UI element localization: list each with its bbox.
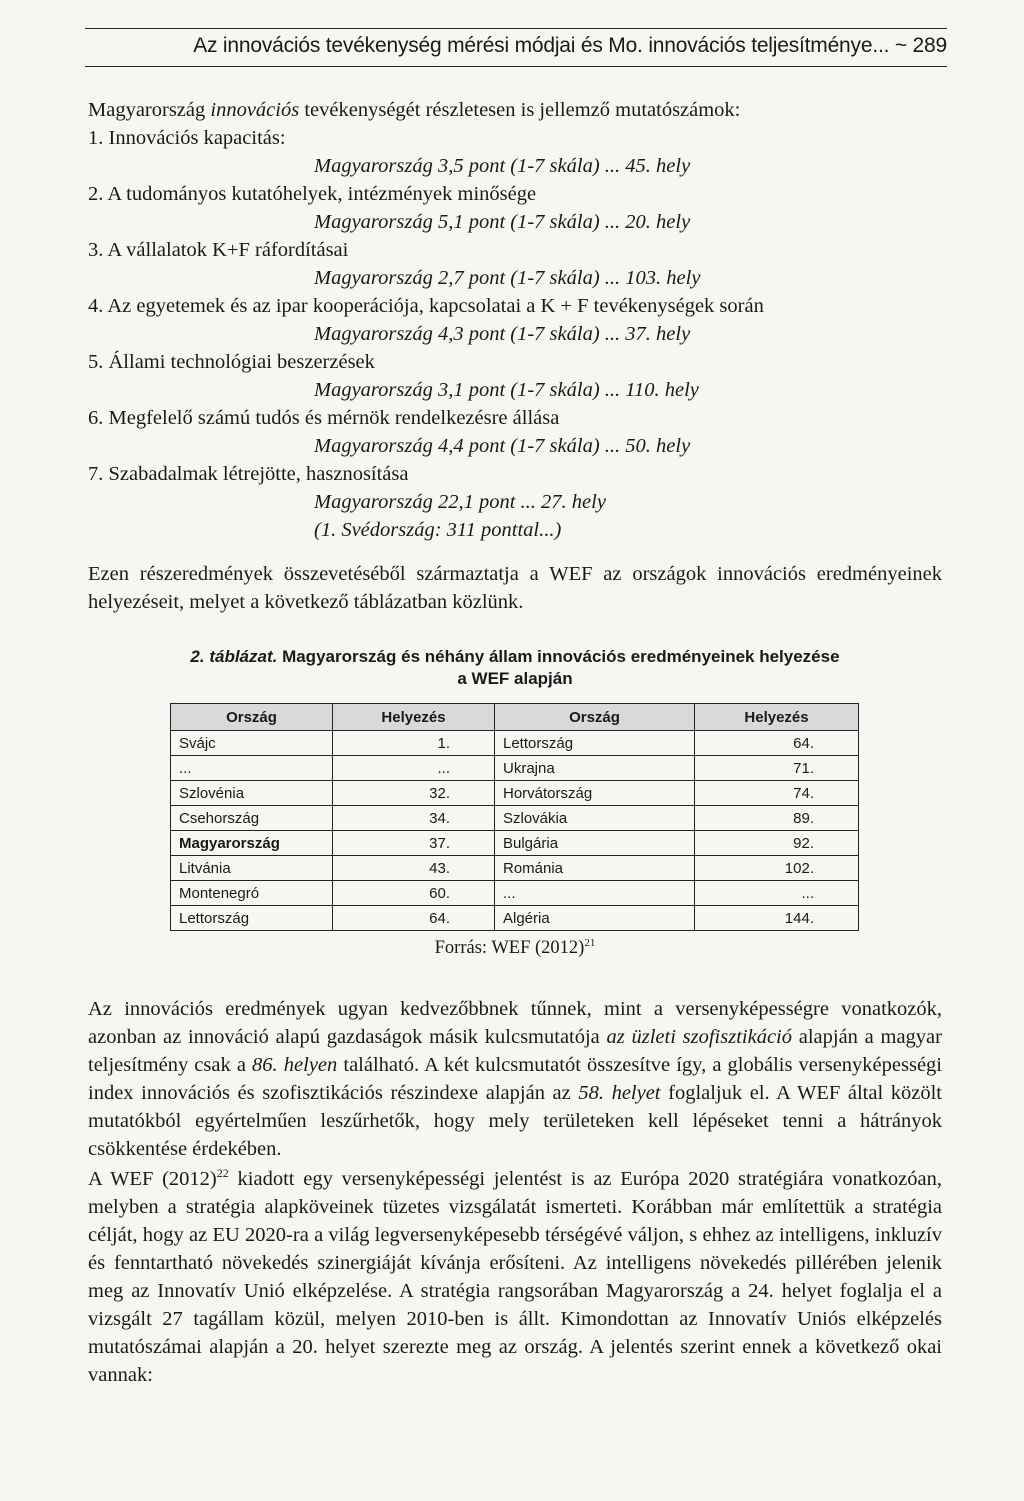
table-row — [171, 881, 859, 906]
rank-cell: 34. — [333, 806, 495, 831]
table-row — [171, 906, 859, 931]
page-body — [88, 96, 942, 1389]
rank-cell: 1. — [333, 731, 495, 756]
running-title: Az innovációs tevékenység mérési módjai és Mo. innovációs teljesítménye... ~ 289 — [193, 34, 947, 57]
table-source — [88, 937, 942, 959]
indicator-note: (1. Svédország: 311 ponttal...) — [314, 519, 562, 541]
country-cell: Lettország — [171, 906, 333, 931]
country-cell: Románia — [495, 856, 695, 881]
country-cell: Lettország — [495, 731, 695, 756]
para2-text-2: alapján a magyar teljesítmény csak a — [88, 1026, 942, 1077]
table-caption-line2: a WEF alapján — [457, 669, 573, 688]
para2-italic-2: 86. helyen — [252, 1054, 338, 1077]
indicator-label: 7. Szabadalmak létrejötte, hasznosítása — [88, 463, 409, 485]
country-cell: Horvátország — [495, 781, 695, 806]
intro-after: tevékenységét részletesen is jellemző mutatószámok: — [299, 99, 741, 121]
rank-cell: 89. — [695, 806, 859, 831]
indicator-value: Magyarország 2,7 pont (1-7 skála) ... 103. hely — [314, 267, 701, 289]
indicator-value: Magyarország 4,3 pont (1-7 skála) ... 37. hely — [314, 323, 691, 345]
header-top-rule — [85, 28, 947, 29]
paragraph-sophistication — [88, 995, 942, 1163]
para2-text-1: Az innovációs eredmények ugyan kedvezőbbnek tűnnek, mint a versenyképességre vonatkozók, azonban az innováció alapú gazdaságok másik kulcsmutatója — [88, 998, 942, 1049]
rank-cell: 37. — [333, 831, 495, 856]
rank-cell: 74. — [695, 781, 859, 806]
paragraph-table-intro: Ezen részeredmények összevetéséből származtatja a WEF az országok innovációs eredményeinek helyezéseit, melyet a következő táblázatban közlünk. — [88, 563, 942, 613]
table-row — [171, 731, 859, 756]
rank-cell: ... — [695, 881, 859, 906]
para2-italic-1: az üzleti szofisztikáció — [606, 1026, 792, 1049]
para2-italic-3: 58. helyet — [578, 1082, 661, 1105]
para2-text-3: található. A két kulcsmutatót összesítve így, a globális versenyképességi index innovációs és szofisztikációs részindexe alapján az — [88, 1054, 942, 1105]
column-header: Helyezés — [333, 704, 495, 731]
running-header — [85, 28, 947, 68]
table-row — [171, 781, 859, 806]
rank-cell: 64. — [695, 731, 859, 756]
indicator-value: Magyarország 4,4 pont (1-7 skála) ... 50. hely — [314, 435, 691, 457]
indicator-value: Magyarország 3,5 pont (1-7 skála) ... 45. hely — [314, 155, 691, 177]
country-cell: ... — [495, 881, 695, 906]
rank-cell: 64. — [333, 906, 495, 931]
table-row — [171, 756, 859, 781]
column-header: Ország — [171, 704, 333, 731]
indicator-list — [88, 124, 942, 544]
rank-cell: 92. — [695, 831, 859, 856]
country-cell: ... — [171, 756, 333, 781]
indicator-label: 1. Innovációs kapacitás: — [88, 127, 286, 149]
table-caption-line1: Magyarország és néhány állam innovációs eredményeinek helyezése — [277, 647, 840, 666]
para3-text-2: kiadott egy versenyképességi jelentést is az Európa 2020 stratégiára vonatkozóan, melyben a stratégia alapköveinek tüzetes vizsgálatát ismerteti. Korábban már említettük a stratégia célját, hogy az EU 2020-ra a világ legversenyképesebb térségévé váljon, s ehhez az intelligens, inkluzív és fenntartható növekedés szinergiáját kívánja erősíteni. Az intelligens növekedés pillérében jelenik meg az Innovatív Unió elképzelése. A stratégia rangsorában Magyarország a 24. helyet foglalja el a vizsgált 27 tagállam közül, melyen 2010-ben is állt. Kimondottan az Innovatív Uniós elképzelés mutatószámai alapján a 20. helyet szerezte meg az ország. A jelentés szerint ennek a következő okai vannak: — [88, 1168, 942, 1387]
indicator-label: 4. Az egyetemek és az ipar kooperációja, kapcsolatai a K + F tevékenységek során — [88, 295, 764, 317]
country-cell: Ukrajna — [495, 756, 695, 781]
table-header-row — [171, 704, 859, 731]
rank-cell: ... — [333, 756, 495, 781]
para3-footnote: 22 — [216, 1166, 229, 1181]
country-cell: Bulgária — [495, 831, 695, 856]
header-bottom-rule — [85, 66, 947, 67]
table-row — [171, 806, 859, 831]
indicator-label: 3. A vállalatok K+F ráfordításai — [88, 239, 349, 261]
country-cell-highlight: Magyarország — [171, 831, 333, 856]
indicator-value: Magyarország 3,1 pont (1-7 skála) ... 110. hely — [314, 379, 699, 401]
rank-cell: 71. — [695, 756, 859, 781]
intro-sentence — [88, 96, 942, 124]
country-cell: Montenegró — [171, 881, 333, 906]
country-cell: Litvánia — [171, 856, 333, 881]
country-cell: Algéria — [495, 906, 695, 931]
rank-cell: 32. — [333, 781, 495, 806]
rank-cell: 102. — [695, 856, 859, 881]
column-header: Helyezés — [695, 704, 859, 731]
rank-cell: 60. — [333, 881, 495, 906]
table-row-highlight — [171, 831, 859, 856]
table-caption-label: 2. táblázat. — [190, 647, 278, 666]
rank-cell: 144. — [695, 906, 859, 931]
rank-cell: 43. — [333, 856, 495, 881]
paragraph-europe-2020 — [88, 1165, 942, 1389]
country-cell: Szlovénia — [171, 781, 333, 806]
country-cell: Szlovákia — [495, 806, 695, 831]
para2-text-4: foglaljuk el. A WEF által közölt mutatókból egyértelműen leszűrhetők, hogy mely területeken kell lépéseket tenni a hátrányok csökkentése érdekében. — [88, 1082, 942, 1161]
indicator-label: 5. Állami technológiai beszerzések — [88, 351, 375, 373]
table-source-text: Forrás: WEF (2012) — [434, 938, 585, 959]
table-row — [171, 856, 859, 881]
table-source-footnote: 21 — [584, 937, 596, 949]
intro-italic: innovációs — [210, 99, 300, 121]
country-cell: Csehország — [171, 806, 333, 831]
ranking-table — [170, 703, 859, 931]
indicator-label: 2. A tudományos kutatóhelyek, intézmények minősége — [88, 183, 537, 205]
indicator-value: Magyarország 22,1 pont ... 27. hely — [314, 491, 606, 513]
indicator-value: Magyarország 5,1 pont (1-7 skála) ... 20. hely — [314, 211, 691, 233]
table-caption — [88, 646, 942, 690]
indicator-label: 6. Megfelelő számú tudós és mérnök rendelkezésre állása — [88, 407, 560, 429]
country-cell: Svájc — [171, 731, 333, 756]
column-header: Ország — [495, 704, 695, 731]
intro-before: Magyarország — [88, 99, 211, 121]
para3-text-1: A WEF (2012) — [88, 1168, 217, 1191]
